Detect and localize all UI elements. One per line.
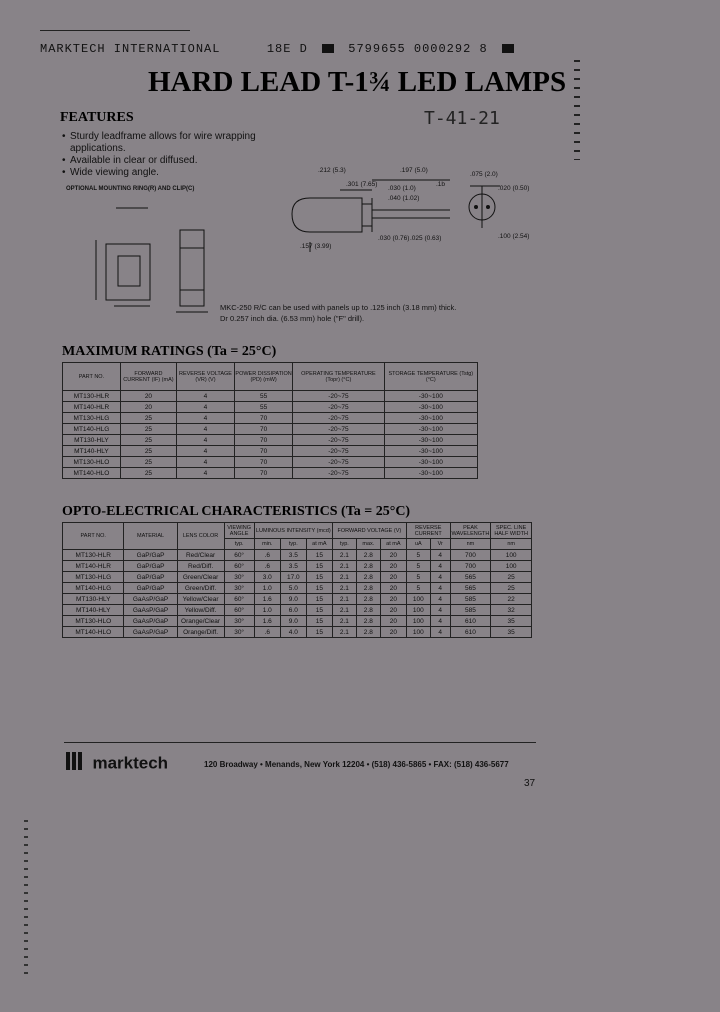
column-subheader: at mA xyxy=(380,539,406,550)
table-cell: 30° xyxy=(224,583,254,594)
page-number: 37 xyxy=(524,778,536,789)
dimension-label: .1b xyxy=(436,181,446,188)
table-cell: MT140-HLG xyxy=(63,583,124,594)
table-cell: 3.5 xyxy=(280,550,306,561)
dimension-label: .075 (2.0) xyxy=(470,171,498,178)
table-cell: MT130-HLR xyxy=(63,550,124,561)
table-cell: -20~75 xyxy=(293,413,384,424)
table-row xyxy=(63,435,478,446)
table-cell: 4.0 xyxy=(280,627,306,638)
table-cell: MT140-HLO xyxy=(63,627,124,638)
table-cell: 4 xyxy=(430,605,450,616)
features-heading: FEATURES xyxy=(60,110,134,125)
header-code-1: 18E D xyxy=(266,42,308,56)
column-header: PART NO. xyxy=(63,363,121,391)
table-cell: 2.1 xyxy=(332,561,356,572)
column-header: MATERIAL xyxy=(124,523,177,550)
scan-artifact xyxy=(24,820,28,980)
logo-bars-icon xyxy=(66,752,84,775)
table-cell: 585 xyxy=(450,605,491,616)
table-cell: 4 xyxy=(176,468,234,479)
table-row xyxy=(63,583,532,594)
table-cell: MT130-HLG xyxy=(63,413,121,424)
table-row xyxy=(63,627,532,638)
table-row xyxy=(63,402,478,413)
table-cell: 15 xyxy=(306,616,332,627)
mounting-ring-outline xyxy=(106,244,150,300)
mounting-note xyxy=(220,302,520,324)
column-header: FORWARD VOLTAGE (V) xyxy=(332,523,406,539)
table-cell: -30~100 xyxy=(384,457,477,468)
column-header: REVERSE VOLTAGE (VR) (V) xyxy=(176,363,234,391)
table-cell: 4 xyxy=(176,424,234,435)
table-cell: -20~75 xyxy=(293,391,384,402)
table-cell: 2.8 xyxy=(356,550,380,561)
table-cell: 700 xyxy=(450,561,491,572)
table-cell: 1.0 xyxy=(254,605,280,616)
table-row xyxy=(63,572,532,583)
table-cell: 2.1 xyxy=(332,627,356,638)
table-cell: GaAsP/GaP xyxy=(124,605,177,616)
table-cell: 70 xyxy=(234,468,292,479)
feature-item: • Available in clear or diffused. xyxy=(62,155,272,167)
column-subheader: typ. xyxy=(332,539,356,550)
column-header: PEAK WAVELENGTH xyxy=(451,524,490,537)
dimension-label: .157 (3.99) xyxy=(300,243,332,250)
table-cell: 25 xyxy=(120,457,176,468)
table-cell: MT130-HLR xyxy=(63,391,121,402)
table-cell: 20 xyxy=(120,391,176,402)
table-cell: GaP/GaP xyxy=(124,550,177,561)
table-cell: 4 xyxy=(430,572,450,583)
table-cell: -20~75 xyxy=(293,468,384,479)
table-cell: 55 xyxy=(234,402,292,413)
table-cell: 9.0 xyxy=(280,594,306,605)
column-subheader: Vr xyxy=(430,539,450,550)
table-cell: MT140-HLO xyxy=(63,468,121,479)
table-cell: MT140-HLY xyxy=(63,446,121,457)
table-cell: 2.8 xyxy=(356,616,380,627)
table-cell: 2.8 xyxy=(356,572,380,583)
scan-artifact xyxy=(574,60,580,160)
table-cell: 610 xyxy=(450,616,491,627)
dimension-label: .100 (2.54) xyxy=(498,233,530,240)
table-cell: -20~75 xyxy=(293,446,384,457)
marktech-logo xyxy=(66,752,168,775)
table-cell: MT140-HLR xyxy=(63,561,124,572)
table-cell: 100 xyxy=(491,561,532,572)
table-cell: 70 xyxy=(234,413,292,424)
table-cell: 2.8 xyxy=(356,627,380,638)
header-code-2: 5799655 0000292 8 xyxy=(348,42,488,56)
column-subheader: nm xyxy=(450,539,491,550)
column-header: PART NO. xyxy=(63,523,124,550)
column-header: OPERATING TEMPERATURE (Topr) (°C) xyxy=(293,363,384,391)
column-header: REVERSE CURRENT xyxy=(406,523,450,539)
mounting-note-line: MKC-250 R/C can be used with panels up to .125 inch (3.18 mm) thick. xyxy=(220,303,457,312)
table-cell: 4 xyxy=(430,616,450,627)
table-cell: 60° xyxy=(224,561,254,572)
table-cell: -20~75 xyxy=(293,435,384,446)
column-subheader: min. xyxy=(254,539,280,550)
table-cell: 15 xyxy=(306,550,332,561)
column-header: FORWARD CURRENT (IF) (mA) xyxy=(120,363,176,391)
column-header: SPEC. LINE HALF WIDTH xyxy=(491,523,532,539)
feature-item: • Wide viewing angle. xyxy=(62,167,272,179)
table-cell: 4 xyxy=(176,446,234,457)
table-cell: 4 xyxy=(430,627,450,638)
table-row xyxy=(63,605,532,616)
table-cell: MT130-HLO xyxy=(63,457,121,468)
table-cell: 565 xyxy=(450,583,491,594)
table-cell: 5 xyxy=(406,572,430,583)
table-cell: 100 xyxy=(491,550,532,561)
table-cell: 9.0 xyxy=(280,616,306,627)
table-cell: MT130-HLY xyxy=(63,594,124,605)
table-cell: 700 xyxy=(450,550,491,561)
page-title: HARD LEAD T-1¾ LED LAMPS xyxy=(148,66,567,98)
table-cell: -30~100 xyxy=(384,391,477,402)
table-cell: 20 xyxy=(380,561,406,572)
mounting-ring-inner xyxy=(118,256,140,286)
table-row xyxy=(63,457,478,468)
table-cell: Orange/Clear xyxy=(177,616,224,627)
table-cell: -20~75 xyxy=(293,424,384,435)
column-subheader: nm xyxy=(491,539,532,550)
table-cell: 15 xyxy=(306,561,332,572)
table-cell: 70 xyxy=(234,446,292,457)
table-cell: -20~75 xyxy=(293,402,384,413)
table-cell: 2.1 xyxy=(332,605,356,616)
table-cell: GaP/GaP xyxy=(124,561,177,572)
column-subheader: max. xyxy=(356,539,380,550)
table-row xyxy=(63,594,532,605)
column-subheader: typ. xyxy=(280,539,306,550)
table-row xyxy=(63,468,478,479)
column-header: POWER DISSIPATION (PD) (mW) xyxy=(234,363,292,391)
table-header-row xyxy=(63,523,532,539)
table-cell: -30~100 xyxy=(384,446,477,457)
table-cell: .6 xyxy=(254,561,280,572)
lamp-body-outline xyxy=(292,198,362,232)
table-cell: 15 xyxy=(306,583,332,594)
table-cell: 20 xyxy=(380,627,406,638)
table-cell: 4 xyxy=(430,583,450,594)
table-cell: MT140-HLR xyxy=(63,402,121,413)
table-row xyxy=(63,424,478,435)
table-cell: 4 xyxy=(176,402,234,413)
table-cell: 2.1 xyxy=(332,594,356,605)
table-cell: -30~100 xyxy=(384,435,477,446)
table-cell: 2.1 xyxy=(332,583,356,594)
company-name: MARKTECH INTERNATIONAL xyxy=(40,42,221,56)
table-header-row xyxy=(63,363,478,391)
table-cell: 25 xyxy=(120,468,176,479)
table-cell: 4 xyxy=(176,435,234,446)
table-cell: 70 xyxy=(234,435,292,446)
column-header: LENS COLOR xyxy=(177,523,224,550)
logo-text: marktech xyxy=(92,753,169,773)
table-cell: 25 xyxy=(491,572,532,583)
table-cell: 15 xyxy=(306,594,332,605)
table-cell: 60° xyxy=(224,550,254,561)
table-cell: 5 xyxy=(406,550,430,561)
table-row xyxy=(63,391,478,402)
table-cell: 4 xyxy=(176,413,234,424)
table-cell: 20 xyxy=(380,594,406,605)
table-cell: 25 xyxy=(120,435,176,446)
table-cell: 30° xyxy=(224,572,254,583)
column-header: STORAGE TEMPERATURE (Tstg) (°C) xyxy=(384,363,477,391)
table-row xyxy=(63,561,532,572)
table-cell: GaAsP/GaP xyxy=(124,616,177,627)
table-cell: 6.0 xyxy=(280,605,306,616)
dimension-label: .212 (5.3) xyxy=(318,167,346,174)
table-cell: 1.0 xyxy=(254,583,280,594)
table-cell: Green/Clear xyxy=(177,572,224,583)
table-cell: Red/Diff. xyxy=(177,561,224,572)
table-cell: Yellow/Diff. xyxy=(177,605,224,616)
table-cell: 60° xyxy=(224,605,254,616)
dimension-label: .040 (1.02) xyxy=(388,195,420,202)
table-cell: Red/Clear xyxy=(177,550,224,561)
table-cell: 25 xyxy=(120,424,176,435)
table-cell: GaAsP/GaP xyxy=(124,594,177,605)
table-cell: 2.8 xyxy=(356,561,380,572)
table-cell: 4 xyxy=(430,594,450,605)
table-cell: 20 xyxy=(380,550,406,561)
opto-heading: OPTO-ELECTRICAL CHARACTERISTICS (Ta = 25°C) xyxy=(62,504,411,519)
table-cell: 4 xyxy=(430,561,450,572)
dimension-label: .030 (1.0) xyxy=(388,185,416,192)
table-cell: 1.6 xyxy=(254,594,280,605)
table-cell: 15 xyxy=(306,627,332,638)
table-cell: 17.0 xyxy=(280,572,306,583)
table-cell: 2.1 xyxy=(332,572,356,583)
table-cell: 32 xyxy=(491,605,532,616)
table-row xyxy=(63,616,532,627)
table-cell: -30~100 xyxy=(384,402,477,413)
table-cell: 100 xyxy=(406,605,430,616)
dimension-label: .030 (0.76) xyxy=(378,235,410,242)
table-cell: 4 xyxy=(430,550,450,561)
dimension-label: .020 (0.50) xyxy=(498,185,530,192)
table-cell: 585 xyxy=(450,594,491,605)
table-cell: MT140-HLG xyxy=(63,424,121,435)
table-cell: MT130-HLY xyxy=(63,435,121,446)
table-cell: 22 xyxy=(491,594,532,605)
table-cell: MT130-HLG xyxy=(63,572,124,583)
table-cell: 35 xyxy=(491,627,532,638)
table-cell: Orange/Diff. xyxy=(177,627,224,638)
dimension-label: .301 (7.65) xyxy=(346,181,378,188)
opto-electrical-table xyxy=(62,522,532,638)
table-cell: 2.1 xyxy=(332,616,356,627)
table-cell: 3.5 xyxy=(280,561,306,572)
table-cell: 20 xyxy=(380,583,406,594)
max-ratings-table xyxy=(62,362,478,479)
table-cell: 100 xyxy=(406,594,430,605)
table-cell: 4 xyxy=(176,391,234,402)
table-cell: 20 xyxy=(120,402,176,413)
optional-mounting-label: OPTIONAL MOUNTING RING(R) AND CLIP(C) xyxy=(66,186,195,192)
dimension-label: .025 (0.63) xyxy=(410,235,442,242)
mounting-clip-outline xyxy=(180,230,204,306)
table-cell: 55 xyxy=(234,391,292,402)
table-cell: 4 xyxy=(176,457,234,468)
table-cell: 100 xyxy=(406,616,430,627)
table-cell: 5 xyxy=(406,583,430,594)
table-cell: .6 xyxy=(254,550,280,561)
table-cell: 70 xyxy=(234,457,292,468)
table-cell: 30° xyxy=(224,616,254,627)
table-cell: 2.8 xyxy=(356,594,380,605)
table-cell: 20 xyxy=(380,616,406,627)
table-row xyxy=(63,550,532,561)
table-cell: GaP/GaP xyxy=(124,583,177,594)
company-address: 120 Broadway • Menands, New York 12204 • (518) 436-5865 • FAX: (518) 436-5677 xyxy=(204,760,509,769)
table-cell: 610 xyxy=(450,627,491,638)
table-cell: GaP/GaP xyxy=(124,572,177,583)
table-cell: -30~100 xyxy=(384,424,477,435)
table-cell: -20~75 xyxy=(293,457,384,468)
dimension-label: .197 (5.0) xyxy=(400,167,428,174)
table-cell: 35 xyxy=(491,616,532,627)
mounting-note-line: Dr 0.257 inch dia. (6.53 mm) hole ("F" drill). xyxy=(220,314,365,323)
table-cell: 15 xyxy=(306,572,332,583)
feature-item: • Sturdy leadframe allows for wire wrapping applications. xyxy=(62,131,272,155)
table-cell: 20 xyxy=(380,605,406,616)
table-cell: 5 xyxy=(406,561,430,572)
column-subheader: uA xyxy=(406,539,430,550)
lamp-dimension-drawing xyxy=(0,0,720,340)
footer-rule xyxy=(64,742,536,743)
column-subheader: typ. xyxy=(224,539,254,550)
table-cell: 1.6 xyxy=(254,616,280,627)
table-cell: 70 xyxy=(234,424,292,435)
table-cell: 30° xyxy=(224,627,254,638)
table-row xyxy=(63,413,478,424)
max-ratings-heading: MAXIMUM RATINGS (Ta = 25°C) xyxy=(62,344,277,359)
table-cell: 5.0 xyxy=(280,583,306,594)
table-cell: 60° xyxy=(224,594,254,605)
table-cell: GaAsP/GaP xyxy=(124,627,177,638)
table-cell: -30~100 xyxy=(384,413,477,424)
table-cell: MT130-HLO xyxy=(63,616,124,627)
table-cell: Yellow/Clear xyxy=(177,594,224,605)
table-cell: 100 xyxy=(406,627,430,638)
table-cell: 20 xyxy=(380,572,406,583)
table-cell: 3.0 xyxy=(254,572,280,583)
table-cell: 25 xyxy=(120,413,176,424)
table-row xyxy=(63,446,478,457)
table-cell: MT140-HLY xyxy=(63,605,124,616)
table-cell: -30~100 xyxy=(384,468,477,479)
handwritten-note: T-41-21 xyxy=(424,108,500,129)
table-cell: 2.8 xyxy=(356,583,380,594)
table-cell: Green/Diff. xyxy=(177,583,224,594)
table-cell: 565 xyxy=(450,572,491,583)
table-cell: 2.1 xyxy=(332,550,356,561)
table-cell: 25 xyxy=(120,446,176,457)
table-cell: 2.8 xyxy=(356,605,380,616)
table-cell: 25 xyxy=(491,583,532,594)
column-header: LUMINOUS INTENSITY (mcd) xyxy=(254,523,332,539)
column-header: VIEWING ANGLE xyxy=(224,523,254,539)
table-cell: .6 xyxy=(254,627,280,638)
table-cell: 15 xyxy=(306,605,332,616)
column-subheader: at mA xyxy=(306,539,332,550)
